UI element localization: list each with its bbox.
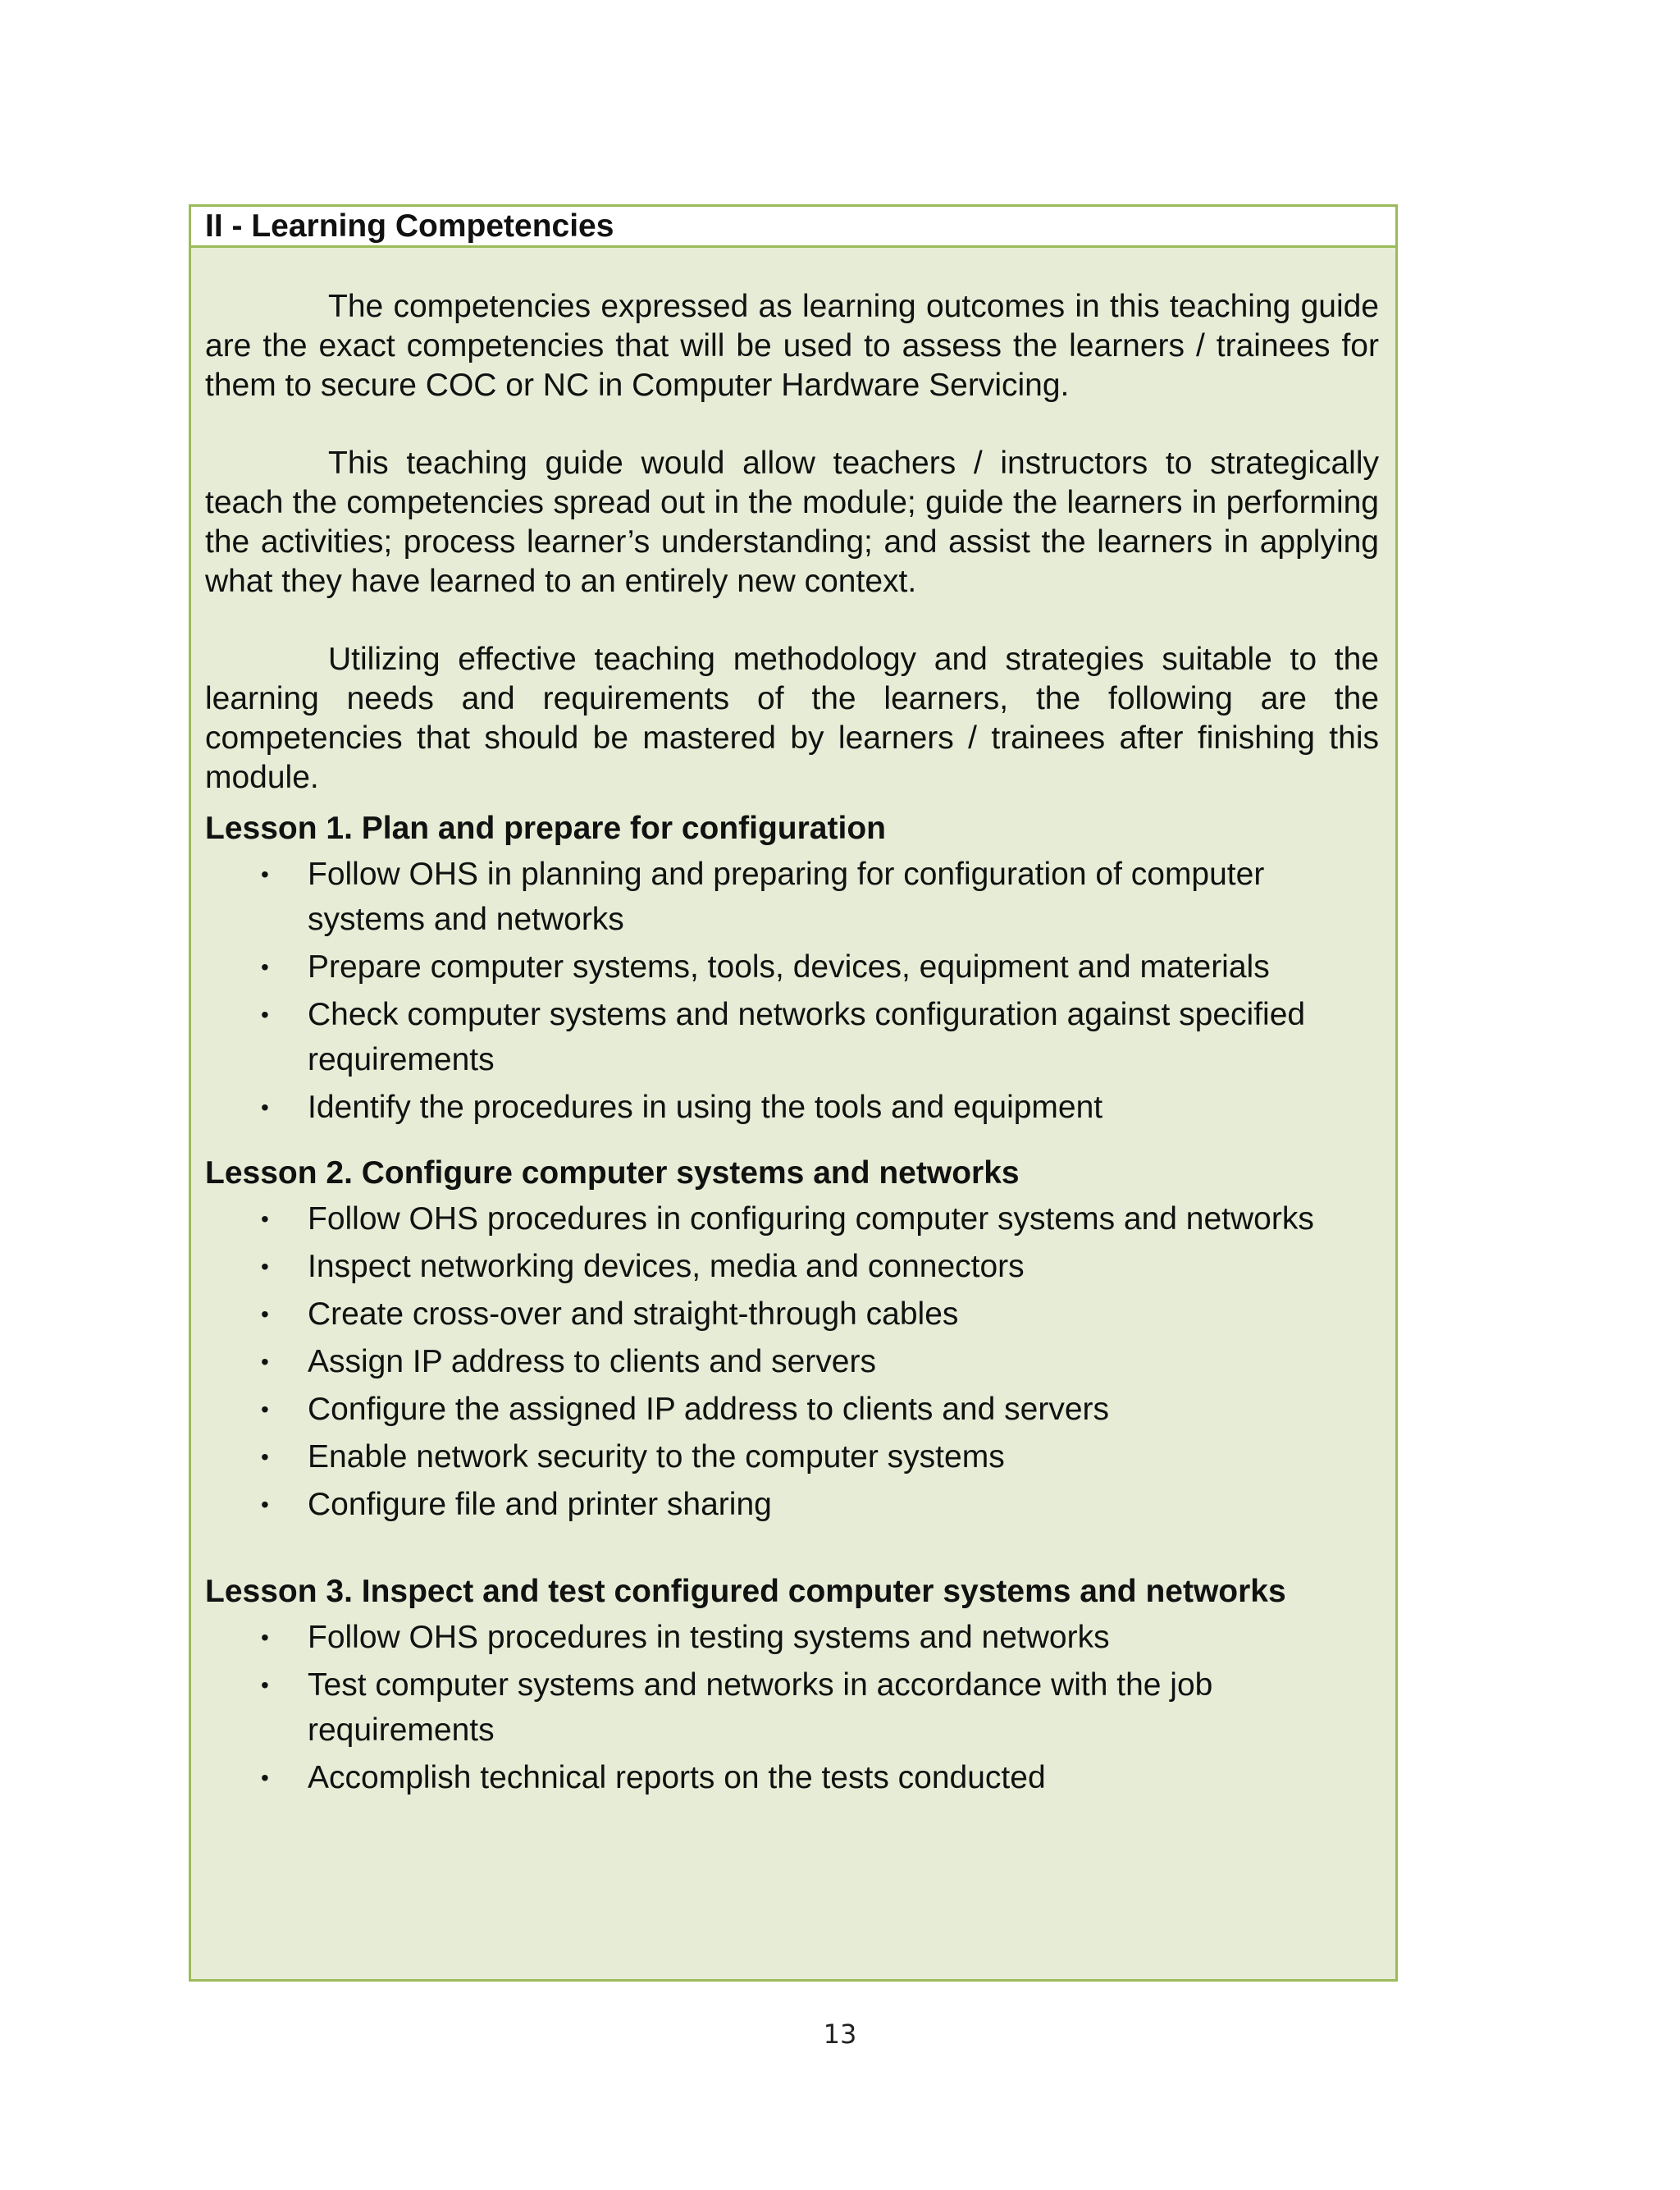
- section-body: [191, 248, 1395, 1800]
- learning-competencies-box: [189, 204, 1398, 1982]
- bullet-icon: •: [261, 1349, 269, 1374]
- list-item: [205, 852, 1379, 942]
- bullet-icon: •: [261, 1672, 269, 1698]
- lesson-2-list: [205, 1196, 1379, 1527]
- list-item-text: Configure the assigned IP address to clients and servers: [308, 1392, 1109, 1427]
- intro-paragraph-2: This teaching guide would allow teachers / instructors to strategically teach the competencies spread out in the module; guide the learners in performing the activities; process learner’s understanding; and assist the learners in applying what they have learned to an entirely new context.: [205, 446, 1379, 599]
- bullet-icon: •: [261, 1765, 269, 1790]
- list-item-text: Enable network security to the computer systems: [308, 1439, 1005, 1474]
- spacer: [205, 1132, 1379, 1154]
- list-item: [205, 1434, 1379, 1479]
- list-item-text: Identify the procedures in using the tools and equipment: [308, 1090, 1103, 1125]
- list-item-text: Follow OHS procedures in testing systems and networks: [308, 1620, 1110, 1655]
- list-item: [205, 1292, 1379, 1337]
- spacer: [205, 1529, 1379, 1572]
- list-item: [205, 1244, 1379, 1289]
- lesson-2-title: Lesson 2. Configure computer systems and networks: [205, 1155, 1020, 1191]
- bullet-icon: •: [261, 862, 269, 887]
- list-item-text: Configure file and printer sharing: [308, 1487, 772, 1522]
- page-number: 13: [823, 2019, 857, 2050]
- lesson-1-title: Lesson 1. Plan and prepare for configuration: [205, 811, 886, 846]
- lesson-3-list: [205, 1615, 1379, 1800]
- lesson-3: [205, 1572, 1379, 1800]
- list-item-text: Assign IP address to clients and servers: [308, 1344, 876, 1379]
- list-item: [205, 944, 1379, 990]
- list-item: [205, 992, 1379, 1082]
- bullet-icon: •: [261, 1002, 269, 1027]
- bullet-icon: •: [261, 1254, 269, 1279]
- bullet-icon: •: [261, 1492, 269, 1517]
- lesson-1: [205, 809, 1379, 1130]
- list-item: [205, 1387, 1379, 1432]
- list-item: [205, 1755, 1379, 1800]
- lesson-3-title: Lesson 3. Inspect and test configured computer systems and networks: [205, 1574, 1286, 1609]
- lesson-2: [205, 1154, 1379, 1527]
- list-item-text: Accomplish technical reports on the tests conducted: [308, 1760, 1046, 1795]
- bullet-icon: •: [261, 1095, 269, 1120]
- bullet-icon: •: [261, 954, 269, 980]
- list-item-text: Prepare computer systems, tools, devices, equipment and materials: [308, 949, 1270, 985]
- lesson-1-list: [205, 852, 1379, 1130]
- intro-paragraph-1: The competencies expressed as learning outcomes in this teaching guide are the exact competencies that will be used to assess the learners / trainees for them to secure COC or NC in Computer Hardware Servicing.: [205, 289, 1379, 403]
- bullet-icon: •: [261, 1206, 269, 1232]
- bullet-icon: •: [261, 1397, 269, 1422]
- list-item: [205, 1085, 1379, 1130]
- list-item: [205, 1615, 1379, 1660]
- list-item-text: Check computer systems and networks configuration against specified requirements: [308, 997, 1306, 1077]
- list-item: [205, 1339, 1379, 1384]
- intro-paragraph-3: Utilizing effective teaching methodology and strategies suitable to the learning needs and requirements of the learners, the following are the competencies that should be mastered by learners / trainees after finishing this module.: [205, 642, 1379, 795]
- list-item: [205, 1482, 1379, 1527]
- list-item-text: Follow OHS in planning and preparing for configuration of computer systems and networks: [308, 857, 1265, 937]
- list-item: [205, 1662, 1379, 1753]
- list-item-text: Create cross-over and straight-through cables: [308, 1296, 959, 1332]
- bullet-icon: •: [261, 1444, 269, 1470]
- bullet-icon: •: [261, 1301, 269, 1327]
- bullet-icon: •: [261, 1625, 269, 1650]
- list-item: [205, 1196, 1379, 1241]
- list-item-text: Inspect networking devices, media and connectors: [308, 1249, 1025, 1284]
- section-header: [191, 207, 1395, 248]
- list-item-text: Test computer systems and networks in accordance with the job requirements: [308, 1667, 1213, 1748]
- section-title: II - Learning Competencies: [205, 208, 614, 244]
- list-item-text: Follow OHS procedures in configuring computer systems and networks: [308, 1201, 1314, 1237]
